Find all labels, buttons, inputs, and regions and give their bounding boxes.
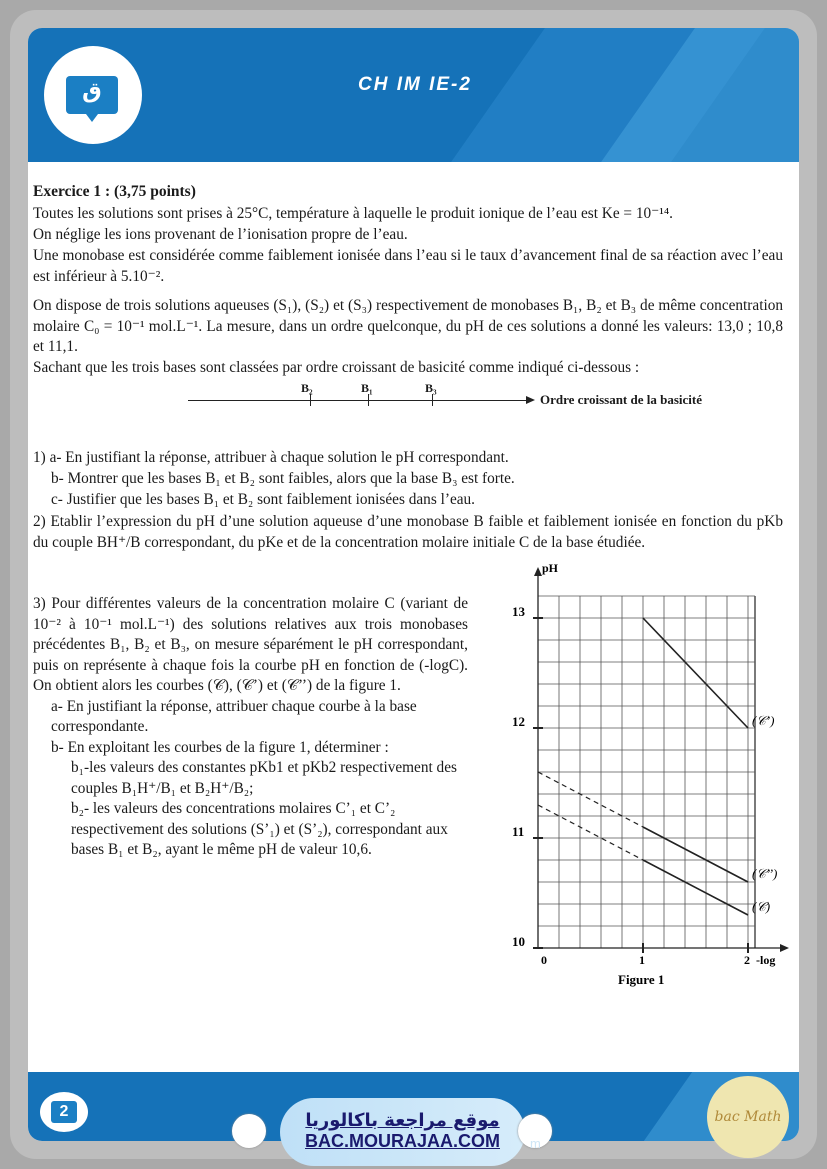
intro-line-5: Sachant que les trois bases sont classées par ordre croissant de basicité comme indiqué ci-dessous :: [33, 359, 640, 376]
question-1c: c- Justifier que les bases B₁ et B₂ sont faiblement ionisées dans l’eau.: [51, 491, 476, 508]
mini-logo-left-icon: [232, 1114, 266, 1148]
x-axis-label: -log: [756, 953, 776, 967]
axis-label-b3: B₃: [425, 381, 437, 395]
exercise-heading: Exercice 1 : (3,75 points): [33, 183, 196, 200]
page-number: 2: [51, 1101, 77, 1123]
series-line-dashed: [538, 805, 643, 860]
series-line: [643, 860, 748, 915]
series-line: [643, 827, 748, 882]
x-axis-arrow: [780, 944, 789, 952]
question-2: 2) Etablir l’expression du pH d’une solution aqueuse d’une monobase B faible et faiblement ionisée en fonction du pKb du couple BH⁺/B correspondant, du pKe et de la concentration molaire initiale C de la base étudiée.: [33, 513, 783, 551]
question-3a: a- En justifiant la réponse, attribuer chaque courbe à la base correspondante.: [51, 697, 417, 735]
axis-label-b2: B₂: [301, 381, 313, 395]
site-link-badge[interactable]: [280, 1098, 525, 1166]
question-1b: b- Montrer que les bases B₁ et B₂ sont faibles, alors que la base B₃ est forte.: [51, 470, 515, 487]
footer-faded-text: m: [530, 1136, 541, 1151]
y-tick-label: 10: [512, 934, 525, 949]
y-axis-label: pH: [542, 561, 559, 575]
question-3b2: b₂- les valeurs des concentrations molaires C’₁ et C’₂ respectivement des solutions (S’₁) et (S’₂), correspondant aux bases B₁ et B₂, ayant le même pH de valeur 10,6.: [71, 800, 448, 858]
series-line-dashed: [538, 772, 643, 827]
series-label: (𝒞’): [752, 713, 775, 728]
exercise-content: [28, 162, 799, 1072]
series-line: [643, 618, 748, 728]
x-tick-label: 2: [744, 953, 750, 967]
y-axis-arrow: [534, 567, 542, 576]
page-frame: [10, 10, 817, 1159]
question-1a: 1) a- En justifiant la réponse, attribuer à chaque solution le pH correspondant.: [33, 449, 509, 466]
series-label: (𝒞’’): [752, 866, 778, 881]
series-label: (𝒞): [752, 899, 771, 914]
bac-math-logo: bac Math: [707, 1076, 789, 1158]
basicity-axis: [28, 380, 799, 420]
site-name-arabic[interactable]: موقع مراجعة باكالوريا: [305, 1110, 500, 1131]
brand-logo-icon: ق: [44, 46, 142, 144]
figure-caption: Figure 1: [618, 972, 665, 987]
axis-label-b1: B₁: [361, 381, 373, 395]
site-url[interactable]: BAC.MOURAJAA.COM: [305, 1131, 500, 1151]
page-title: CH IM IE-2: [358, 74, 472, 95]
y-tick-label: 13: [512, 604, 525, 619]
axis-caption: Ordre croissant de la basicité: [540, 392, 703, 407]
x-tick-label: 0: [541, 953, 547, 967]
y-tick-label: 11: [512, 824, 525, 839]
y-tick-label: 12: [512, 714, 525, 729]
figure-1-chart: [490, 560, 795, 1000]
intro-line-1: Toutes les solutions sont prises à 25°C, température à laquelle le produit ionique de l’eau est Ke = 10⁻¹⁴.: [33, 205, 673, 222]
header-banner: [28, 28, 799, 162]
question-3-block: [33, 594, 468, 861]
question-3b: b- En exploitant les courbes de la figure 1, déterminer :: [51, 738, 389, 756]
intro-paragraph-4: On dispose de trois solutions aqueuses (S₁), (S₂) et (S₃) respectivement de monobases B₁, B₂ et B₃ de même concentration molaire C₀ = 10⁻¹ mol.L⁻¹. La mesure, dans un ordre quelconque, du pH de ces solutions a donné les valeurs: 13,0 ; 10,8 et 11,1.: [33, 297, 783, 355]
intro-paragraph-3: Une monobase est considérée comme faiblement ionisée dans l’eau si le taux d’avancement final de sa réaction avec l’eau est inférieur à 5.10⁻².: [33, 247, 783, 285]
page-number-badge: [40, 1092, 88, 1132]
document-sheet: [28, 28, 799, 1141]
x-tick-label: 1: [639, 953, 645, 967]
question-3b1: b₁-les valeurs des constantes pKb1 et pKb2 respectivement des couples B₁H⁺/B₁ et B₂H⁺/B₂;: [71, 759, 457, 797]
question-3: 3) Pour différentes valeurs de la concentration molaire C (variant de 10⁻² à 10⁻¹ mol.L⁻¹) des solutions relatives aux trois monobases précédentes B₁, B₂ et B₃, on mesure séparément le pH correspondant, puis on représente à chaque fois la courbe pH en fonction de (-logC). On obtient alors les courbes (𝒞), (𝒞’) et (𝒞’’) de la figure 1.: [33, 595, 468, 694]
intro-line-2: On néglige les ions provenant de l’ionisation propre de l’eau.: [33, 226, 408, 243]
